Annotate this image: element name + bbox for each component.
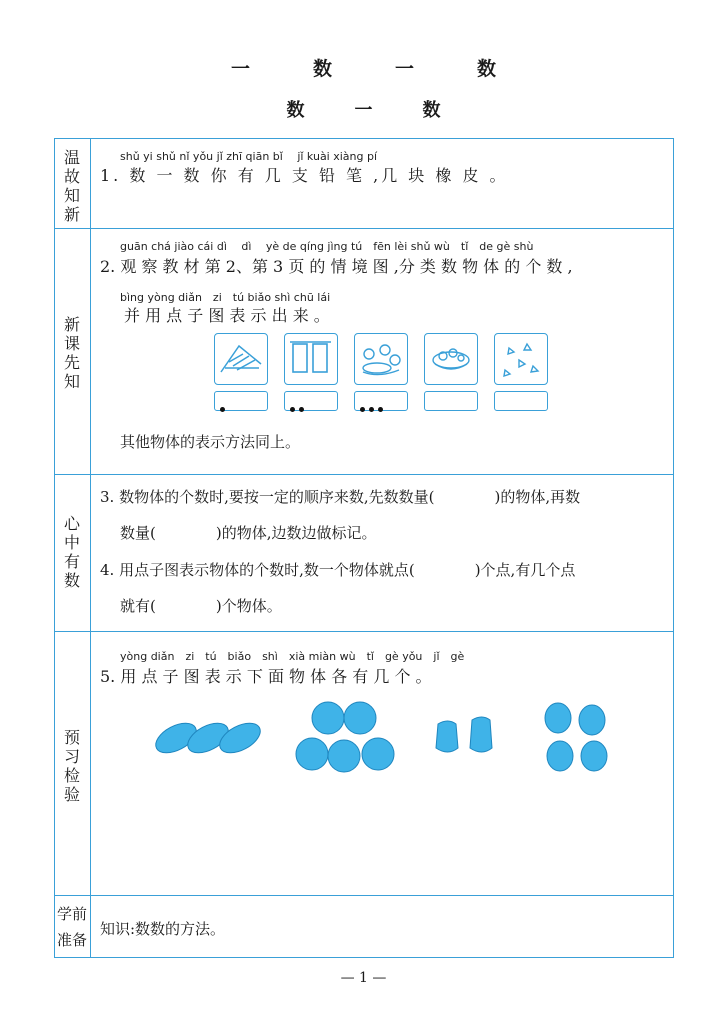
dots xyxy=(218,397,227,416)
row-divider xyxy=(54,228,673,229)
dots xyxy=(288,397,306,416)
section-label-new-lesson: 新 课 先 知 xyxy=(63,315,80,391)
q4-line2: 就有( )个物体。 xyxy=(120,597,282,615)
q2-pinyin-line1: guān chá jiào cái dì dì yè de qíng jìng tú fēn lèi shǔ wù tǐ de gè shù xyxy=(120,240,534,253)
row-divider xyxy=(54,474,673,475)
radish-icon xyxy=(545,703,607,771)
q5-pinyin: yòng diǎn zi tú biǎo shì xià miàn wù tǐ gè yǒu jǐ gè xyxy=(120,650,465,663)
row-divider xyxy=(54,895,673,896)
q3-line1: 3. 数物体的个数时,要按一定的顺序来数,先数数量( )的物体,再数 xyxy=(100,488,581,506)
scene-card-door xyxy=(284,333,338,385)
dot-slot[interactable] xyxy=(284,391,338,411)
column-divider xyxy=(90,138,91,958)
dot-slot[interactable] xyxy=(214,391,268,411)
q5-objects xyxy=(150,696,620,786)
ladder-icon xyxy=(215,334,266,383)
dot-slot[interactable] xyxy=(494,391,548,411)
q3-line2: 数量( )的物体,边数边做标记。 xyxy=(120,524,377,542)
scene-card-ladder xyxy=(214,333,268,385)
section-label-preview: 预 习 检 验 xyxy=(63,728,80,804)
door-icon xyxy=(285,334,336,383)
section-label-review: 温 故 知 新 xyxy=(63,148,80,224)
scene-card-leaf xyxy=(494,333,548,385)
scene-card-flower xyxy=(354,333,408,385)
lesson-subtitle: 数 一 数 xyxy=(286,100,457,121)
q2-note: 其他物体的表示方法同上。 xyxy=(120,433,301,451)
dot-slot[interactable] xyxy=(354,391,408,411)
eggplant-icon xyxy=(151,717,265,759)
q2-text-line2: 并 用 点 子 图 表 示 出 来 。 xyxy=(124,306,330,325)
q5-text: 5. 用 点 子 图 表 示 下 面 物 体 各 有 几 个 。 xyxy=(100,667,432,686)
section-label-prep: 学前 准备 xyxy=(56,905,87,949)
dot-slot[interactable] xyxy=(424,391,478,411)
row-divider xyxy=(54,631,673,632)
tomato-icon xyxy=(296,702,394,772)
q1-text: 1. 数 一 数 你 有 几 支 铅 笔 ,几 块 橡 皮 。 xyxy=(100,166,509,185)
q2-pinyin-line2: bìng yòng diǎn zi tú biǎo shì chū lái xyxy=(120,291,331,304)
section-label-mind: 心 中 有 数 xyxy=(63,514,80,590)
dots xyxy=(358,397,385,416)
q2-text-line1: 2. 观 察 教 材 第 2、第 3 页 的 情 境 图 ,分 类 数 物 体 的 个 数 , xyxy=(100,257,573,276)
page-number: — 1 — xyxy=(340,970,387,986)
leaf-icon xyxy=(495,334,546,383)
scene-card-basket xyxy=(424,333,478,385)
prep-text: 知识:数数的方法。 xyxy=(100,920,226,938)
pepper-icon xyxy=(436,717,492,752)
basket-icon xyxy=(425,334,476,383)
lesson-title: 一 数 一 数 xyxy=(230,58,518,80)
q1-pinyin: shǔ yi shǔ nǐ yǒu jǐ zhī qiān bǐ jǐ kuài xiàng pí xyxy=(120,150,378,163)
q4-line1: 4. 用点子图表示物体的个数时,数一个物体就点( )个点,有几个点 xyxy=(100,561,576,579)
flower-icon xyxy=(355,334,406,383)
